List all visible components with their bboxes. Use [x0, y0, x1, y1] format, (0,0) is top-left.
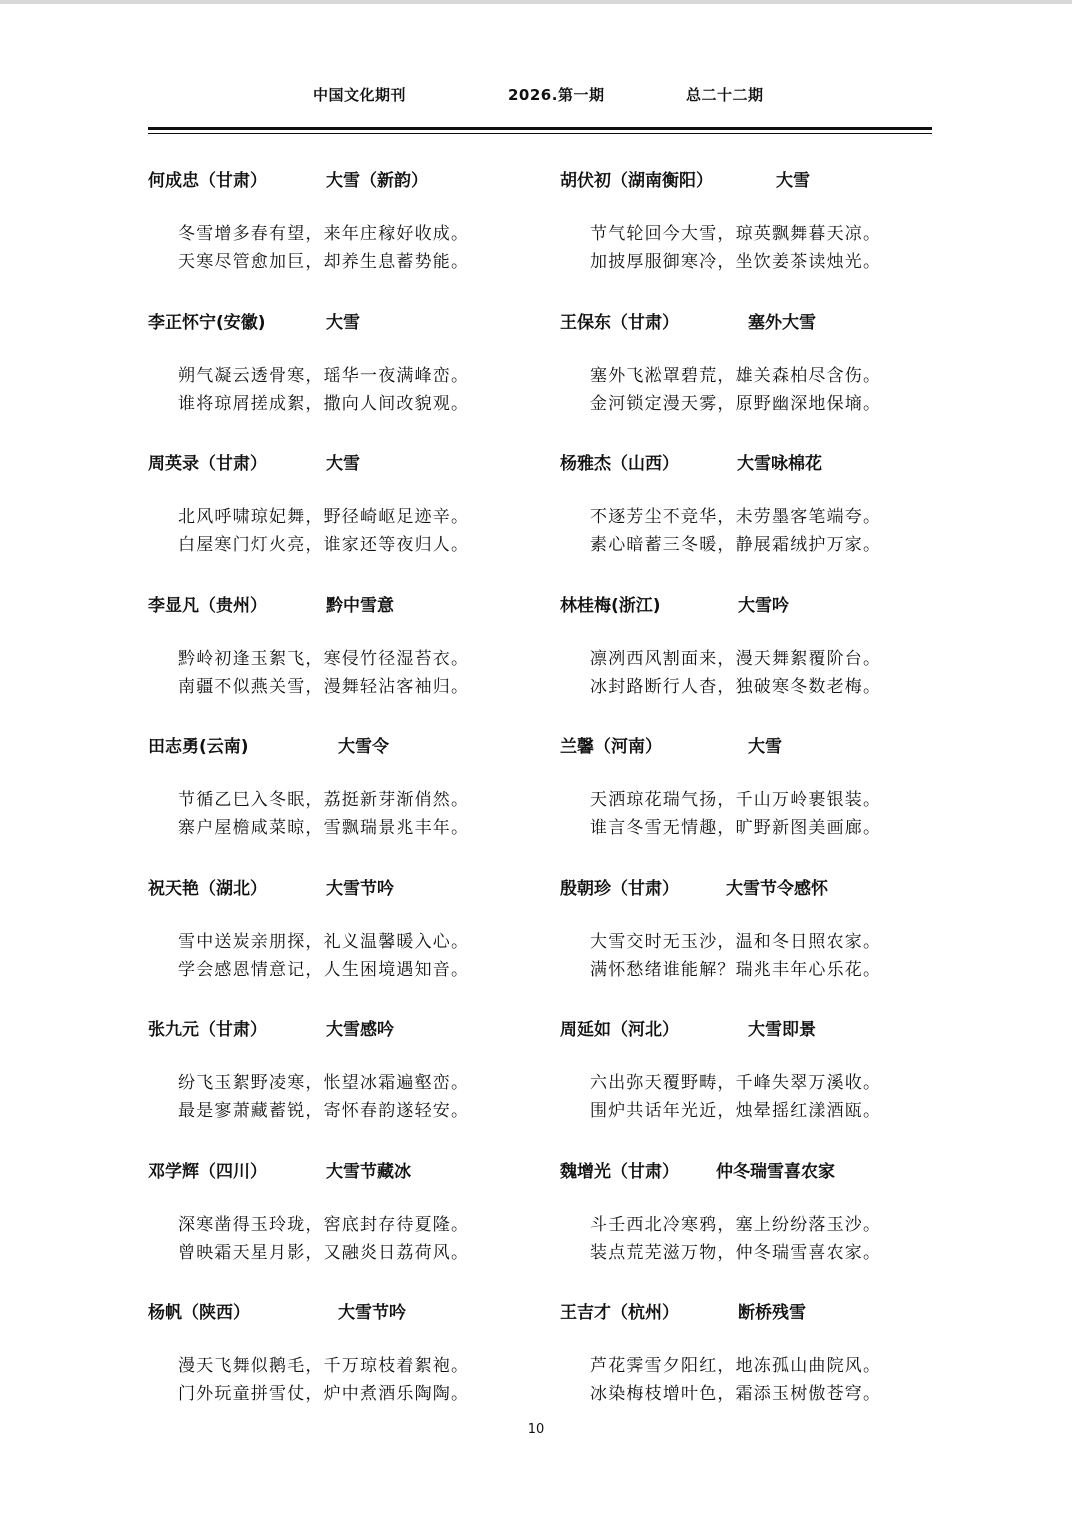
- poem-author: 李正怀宁(安徽): [148, 312, 266, 333]
- header-rule-thin: [148, 133, 932, 134]
- poem-line: 围炉共话年光近，烛晕摇红漾酒瓯。: [590, 1101, 882, 1121]
- poem: [560, 1157, 940, 1299]
- poem-line: 北风呼啸琼妃舞，野径崎岖足迹辛。: [178, 507, 470, 527]
- poem-title: 大雪咏棉花: [737, 454, 822, 474]
- poem-author: 杨雅杰（山西）: [560, 454, 679, 474]
- poem: [148, 1015, 528, 1157]
- poem-title: 断桥残雪: [738, 1303, 806, 1323]
- poem-heading: [148, 1157, 528, 1181]
- poem: [560, 449, 940, 591]
- poem-line: 斗壬西北冷寒鸦，塞上纷纷落玉沙。: [590, 1214, 882, 1235]
- poem-line: 雪中送炭亲朋探，礼义温馨暖入心。: [178, 931, 470, 952]
- poem: [148, 1298, 528, 1440]
- poem-line: 凛冽西风割面来，漫天舞絮覆阶台。: [590, 648, 882, 669]
- poem-title: 仲冬瑞雪喜农家: [716, 1161, 835, 1182]
- poem-line: 塞外飞淞罩碧荒，雄关森柏尽含伤。: [590, 365, 882, 386]
- poem-heading: [560, 308, 940, 332]
- poem: [148, 308, 528, 450]
- right-column: [560, 166, 940, 1440]
- poem-title: 大雪: [326, 312, 360, 333]
- poem-heading: [148, 166, 528, 190]
- poem: [148, 874, 528, 1016]
- poem-title: 大雪感吟: [326, 1020, 394, 1040]
- poem-heading: [148, 1298, 528, 1322]
- poem-heading: [560, 1015, 940, 1039]
- poem: [560, 732, 940, 874]
- poem-line: 学会感恩情意记，人生困境遇知音。: [178, 959, 470, 980]
- poem-title: 大雪吟: [738, 595, 789, 616]
- poem: [560, 1015, 940, 1157]
- poem-author: 殷朝珍（甘肃）: [560, 878, 679, 899]
- poem-author: 邓学辉（四川）: [148, 1161, 267, 1182]
- poem: [560, 1298, 940, 1440]
- poem-title: 大雪: [326, 454, 360, 474]
- poem-line: 冰封路断行人杳，独破寒冬数老梅。: [590, 676, 882, 697]
- poem-title: 大雪节吟: [326, 878, 394, 899]
- left-column: [148, 166, 528, 1440]
- poem-line: 天寒尽管愈加巨，却养生息蓄势能。: [178, 252, 470, 272]
- poem-line: 深寒凿得玉玲珑，窖底封存待夏隆。: [178, 1214, 470, 1235]
- poem-title: 塞外大雪: [748, 312, 816, 333]
- poem-author: 兰馨（河南）: [560, 737, 662, 757]
- poem-line: 寨户屋檐咸菜晾，雪飘瑞景兆丰年。: [178, 818, 470, 838]
- poem: [148, 591, 528, 733]
- poem-title: 大雪: [776, 171, 810, 191]
- poem-author: 李显凡（贵州）: [148, 595, 267, 616]
- poem-title: 大雪节令感怀: [726, 878, 828, 899]
- poem: [560, 166, 940, 308]
- poem-author: 王吉才（杭州）: [560, 1303, 679, 1323]
- poem-line: 节气轮回今大雪，琼英飘舞暮天凉。: [590, 224, 882, 244]
- poem-author: 周延如（河北）: [560, 1020, 679, 1040]
- journal-header: [0, 84, 1072, 106]
- poem-line: 门外玩童拼雪仗，炉中煮酒乐陶陶。: [178, 1384, 470, 1404]
- poem: [148, 449, 528, 591]
- poem-heading: [560, 591, 940, 615]
- header-rule-thick: [148, 127, 932, 130]
- poem-line: 冰染梅枝增叶色，霜添玉树傲苍穹。: [590, 1384, 882, 1404]
- poem-line: 满怀愁绪谁能解？瑞兆丰年心乐花。: [590, 959, 882, 980]
- poem-title: 大雪即景: [748, 1020, 816, 1040]
- poem-line: 曾映霜天星月影，又融炎日荔荷风。: [178, 1242, 470, 1263]
- poem-heading: [560, 166, 940, 190]
- poem-heading: [148, 591, 528, 615]
- poem-line: 装点荒芜滋万物，仲冬瑞雪喜农家。: [590, 1242, 882, 1263]
- issue-number: 2026.第一期: [508, 86, 605, 104]
- poem-author: 王保东（甘肃）: [560, 312, 679, 333]
- poem-line: 最是寥萧藏蓄锐，寄怀春韵遂轻安。: [178, 1101, 470, 1121]
- poem-author: 何成忠（甘肃）: [148, 171, 267, 191]
- poem-heading: [560, 1298, 940, 1322]
- top-strip: [0, 0, 1072, 4]
- poem-line: 芦花霁雪夕阳红，地冻孤山曲院风。: [590, 1356, 882, 1376]
- poem-title: 大雪节吟: [338, 1303, 406, 1323]
- poem-heading: [560, 1157, 940, 1181]
- poem: [560, 308, 940, 450]
- journal-name: 中国文化期刊: [313, 86, 407, 104]
- poem-line: 纷飞玉絮野凌寒，怅望冰霜遍壑峦。: [178, 1073, 470, 1093]
- poem-line: 不逐芳尘不竞华，未劳墨客笔端夸。: [590, 507, 882, 527]
- poem-heading: [148, 874, 528, 898]
- poem-author: 杨帆（陕西）: [148, 1303, 250, 1323]
- poem-line: 谁将琼屑搓成絮，撒向人间改貌观。: [178, 393, 470, 414]
- poem-title: 大雪: [748, 737, 782, 757]
- poem-line: 节循乙巳入冬眠，荔挺新芽渐俏然。: [178, 790, 470, 810]
- poem-author: 周英录（甘肃）: [148, 454, 267, 474]
- poem-heading: [560, 874, 940, 898]
- poem: [560, 874, 940, 1016]
- poem-author: 胡伏初（湖南衡阳）: [560, 171, 713, 191]
- poem-heading: [560, 732, 940, 756]
- page-number: 10: [527, 1422, 545, 1437]
- poem: [148, 166, 528, 308]
- poem-line: 金河锁定漫天雾，原野幽深地保墒。: [590, 393, 882, 414]
- poem-line: 冬雪增多春有望，来年庄稼好收成。: [178, 224, 470, 244]
- poem-line: 六出弥天覆野畴，千峰失翠万溪收。: [590, 1073, 882, 1093]
- poem-line: 大雪交时无玉沙，温和冬日照农家。: [590, 931, 882, 952]
- poem-title: 大雪令: [338, 737, 389, 757]
- poem-line: 素心暗蓄三冬暖，静展霜绒护万家。: [590, 535, 882, 555]
- poem-author: 田志勇(云南): [148, 737, 249, 757]
- total-issue: 总二十二期: [686, 86, 764, 104]
- poem-line: 朔气凝云透骨寒，瑶华一夜满峰峦。: [178, 365, 470, 386]
- poem-author: 林桂梅(浙江): [560, 595, 661, 616]
- poem-heading: [148, 732, 528, 756]
- poem-heading: [148, 449, 528, 473]
- poem-line: 南疆不似燕关雪，漫舞轻沾客袖归。: [178, 676, 470, 697]
- poem-title: 黔中雪意: [326, 595, 394, 616]
- poem-author: 张九元（甘肃）: [148, 1020, 267, 1040]
- poem-author: 祝天艳（湖北）: [148, 878, 267, 899]
- poem-line: 加披厚服御寒冷，坐饮姜茶读烛光。: [590, 252, 882, 272]
- poem-heading: [148, 1015, 528, 1039]
- poem-line: 黔岭初逢玉絮飞，寒侵竹径湿苔衣。: [178, 648, 470, 669]
- poem-line: 谁言冬雪无情趣，旷野新图美画廊。: [590, 818, 882, 838]
- poem-author: 魏增光（甘肃）: [560, 1161, 679, 1182]
- poem-line: 白屋寒门灯火亮，谁家还等夜归人。: [178, 535, 470, 555]
- poem-line: 漫天飞舞似鹅毛，千万琼枝着絮袍。: [178, 1356, 470, 1376]
- poem-title: 大雪（新韵）: [326, 171, 428, 191]
- poem-title: 大雪节藏冰: [326, 1161, 411, 1182]
- poem: [148, 732, 528, 874]
- poem-heading: [148, 308, 528, 332]
- poem-line: 天洒琼花瑞气扬，千山万岭裹银装。: [590, 790, 882, 810]
- poem: [560, 591, 940, 733]
- poem-heading: [560, 449, 940, 473]
- poem: [148, 1157, 528, 1299]
